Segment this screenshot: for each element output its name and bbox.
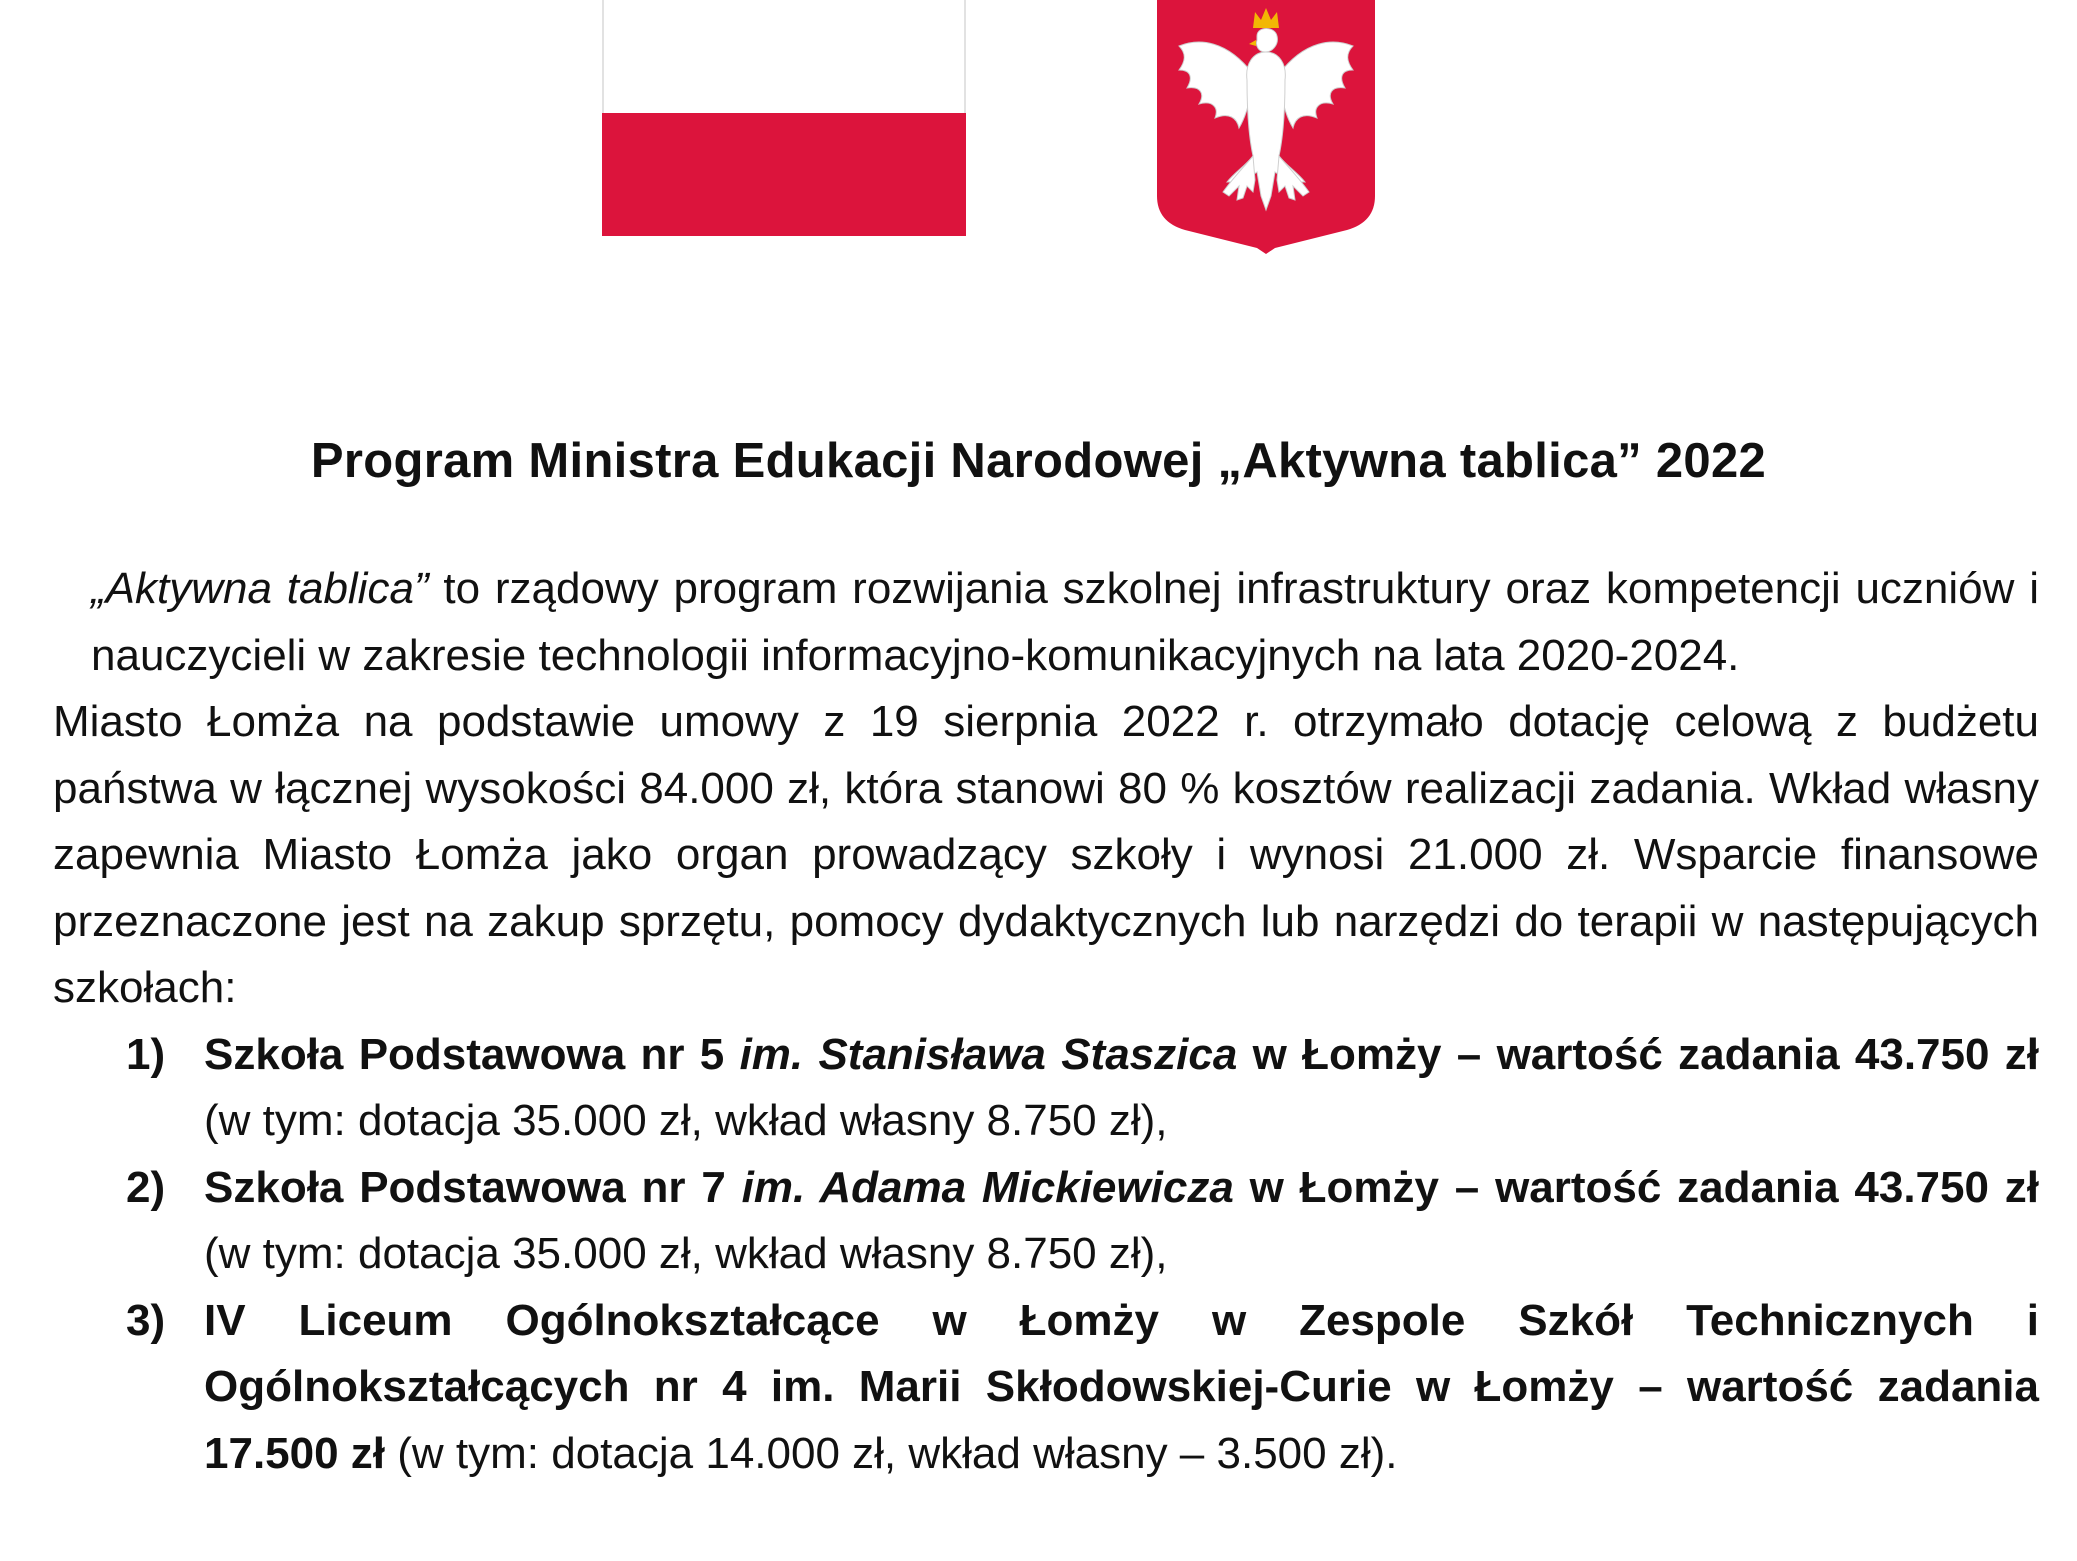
- task-details: (w tym: dotacja 35.000 zł, wkład własny 8.750 zł),: [204, 1229, 1168, 1278]
- school-name: IV Liceum Ogólnokształcące w Łomży w Zespole Szkół Technicznych i Ogólnokształcących nr 4 im. Marii Skłodowskiej-Curie: [204, 1295, 2039, 1411]
- school-name: Szkoła Podstawowa nr 5: [204, 1029, 740, 1079]
- polish-eagle-emblem-icon: [1157, 0, 1375, 254]
- task-value: 43.750 zł: [1854, 1162, 2040, 1212]
- funding-paragraph: Miasto Łomża na podstawie umowy z 19 sierpnia 2022 r. otrzymało dotację celową z budżetu państwa w łącznej wysokości 84.000 zł, która stanowi 80 % kosztów realizacji zadania. Wkład własny zapewnia Miasto Łomża jako organ prowadzący szkoły i wynosi 21.000 zł. Wsparcie finansowe przeznaczone jest na zakup sprzętu, pomocy dydaktycznych lub narzędzi do terapii w następujących szkołach:: [53, 697, 2039, 1012]
- list-item-number: 1): [126, 1029, 166, 1079]
- school-suffix: w Łomży – wartość zadania: [1233, 1162, 1839, 1212]
- list-item-number: 3): [126, 1295, 166, 1345]
- flag-red-stripe: [602, 113, 966, 236]
- list-item: [53, 1288, 2039, 1488]
- polish-flag: [602, 0, 966, 236]
- school-suffix: w Łomży – wartość zadania: [1237, 1029, 1840, 1079]
- page-title: Program Ministra Edukacji Narodowej „Aktywna tablica” 2022: [310, 434, 1767, 488]
- task-value: 17.500 zł: [204, 1428, 386, 1478]
- flag-white-stripe: [602, 0, 966, 113]
- task-details: (w tym: dotacja 14.000 zł, wkład własny – 3.500 zł).: [385, 1428, 1398, 1478]
- school-suffix: w Łomży – wartość zadania: [1391, 1362, 2039, 1411]
- school-patron: im. Adama Mickiewicza: [725, 1162, 1234, 1212]
- intro-paragraph: [53, 556, 2039, 689]
- intro-text: to rządowy program rozwijania szkolnej infrastruktury oraz kompetencji uczniów i nauczycieli w zakresie technologii informacyjno-komunikacyjnych na lata 2020-2024.: [91, 564, 2039, 680]
- schools-list: [53, 1022, 2039, 1488]
- list-item: [53, 1155, 2039, 1288]
- list-item: [53, 1022, 2039, 1155]
- program-name: „Aktywna tablica”: [91, 564, 429, 613]
- document-body: [53, 556, 2039, 1487]
- task-details: (w tym: dotacja 35.000 zł, wkład własny 8.750 zł),: [204, 1096, 1168, 1145]
- school-name: Szkoła Podstawowa nr 7: [204, 1162, 726, 1212]
- list-item-number: 2): [126, 1162, 166, 1212]
- task-value: 43.750 zł: [1854, 1029, 2039, 1079]
- school-patron: im. Stanisława Staszica: [739, 1029, 1238, 1079]
